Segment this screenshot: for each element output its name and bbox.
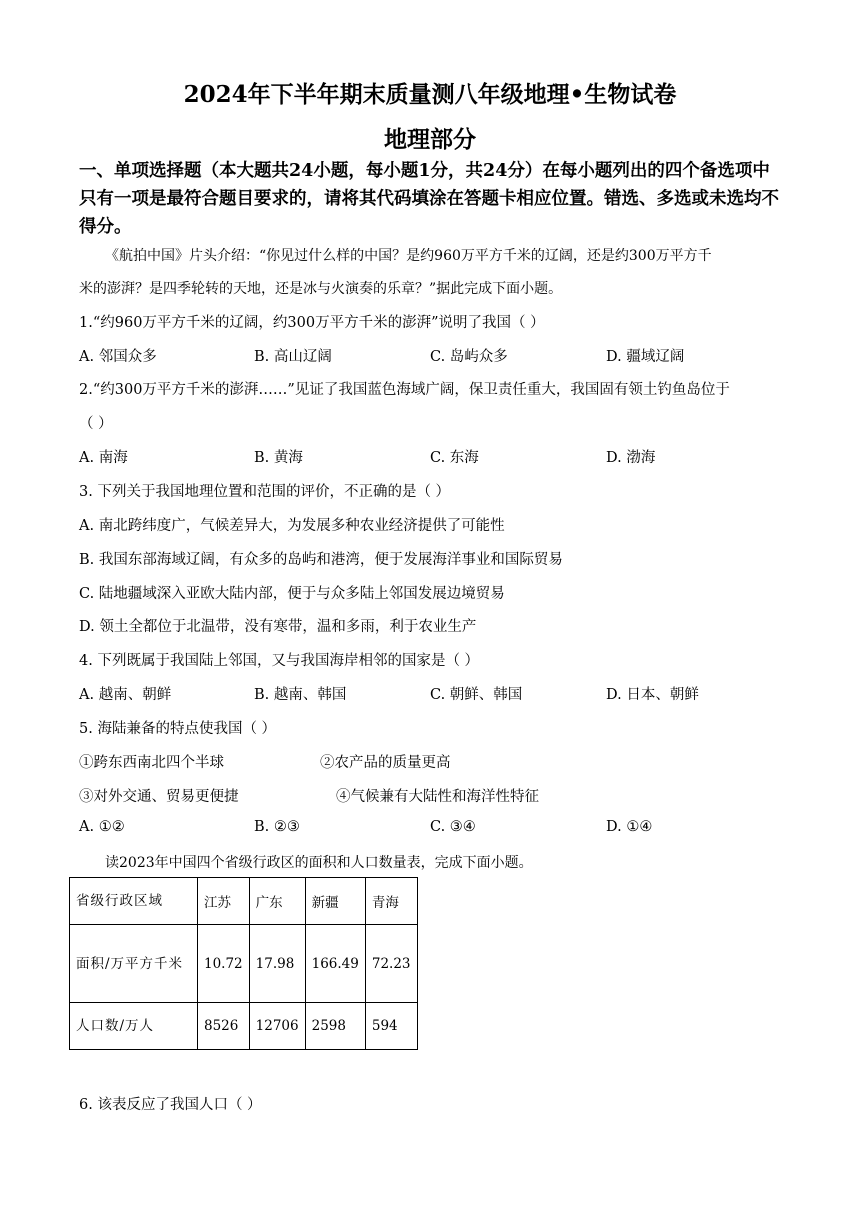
option-b: B. 黄海: [254, 450, 303, 466]
intro-text: 读2023年中国四个省级行政区的面积和人口数量表，完成下面小题。: [105, 855, 533, 871]
question-stem: 4. 下列既属于我国陆上邻国，又与我国海岸相邻的国家是（ ）: [79, 653, 480, 669]
statement-item: ②农产品的质量更高: [320, 755, 451, 771]
option-d: D. ①④: [606, 819, 653, 835]
statement-item: ③对外交通、贸易更便捷: [79, 789, 239, 805]
table-row-label: 面积/万平方千米: [70, 925, 198, 1003]
option-b: B. 高山辽阔: [254, 349, 332, 365]
option-c: C. 岛屿众多: [430, 349, 508, 365]
intro-text: 《航拍中国》片头介绍：“你见过什么样的中国？是约960万平方千米的辽阔，还是约300万平方千: [105, 248, 712, 264]
option-a: A. 南北跨纬度广，气候差异大，为发展多种农业经济提供了可能性: [79, 518, 505, 534]
table-cell: 2598: [305, 1003, 365, 1050]
table-cell: 166.49: [305, 925, 365, 1003]
option-a: A. 越南、朝鲜: [79, 687, 172, 703]
option-a: A. 南海: [79, 450, 128, 466]
statement-item: ①跨东西南北四个半球: [79, 755, 224, 771]
section-instruction-line: 得分。: [79, 217, 132, 237]
option-d: D. 领土全都位于北温带，没有寒带，温和多雨，利于农业生产: [79, 619, 477, 635]
section-instruction-line: 一、单项选择题（本大题共24小题，每小题1分，共24分）在每小题列出的四个备选项中: [79, 161, 770, 181]
option-c: C. 朝鲜、韩国: [430, 687, 523, 703]
page-subtitle: 地理部分: [384, 126, 476, 153]
table-row: [70, 1003, 418, 1050]
table-cell: 594: [365, 1003, 417, 1050]
intro-text: 米的澎湃？是四季轮转的天地，还是冰与火演奏的乐章？”据此完成下面小题。: [79, 281, 563, 297]
table-row: [70, 925, 418, 1003]
option-b: B. ②③: [254, 819, 300, 835]
option-c: C. ③④: [430, 819, 476, 835]
table-cell: 72.23: [365, 925, 417, 1003]
table-cell: 12706: [249, 1003, 305, 1050]
option-d: D. 疆域辽阔: [606, 349, 685, 365]
table-header-cell: 省级行政区域: [70, 878, 198, 925]
page-title: 2024年下半年期末质量测八年级地理•生物试卷: [183, 81, 677, 108]
table-cell: 8526: [198, 1003, 250, 1050]
table-header-cell: 江苏: [198, 878, 250, 925]
option-b: B. 我国东部海域辽阔，有众多的岛屿和港湾，便于发展海洋事业和国际贸易: [79, 552, 563, 568]
option-b: B. 越南、韩国: [254, 687, 347, 703]
question-stem: 1.“约960万平方千米的辽阔，约300万平方千米的澎湃”说明了我国（ ）: [79, 315, 545, 331]
option-d: D. 日本、朝鲜: [606, 687, 699, 703]
question-stem: 2.“约300万平方千米的澎湃……”见证了我国蓝色海域广阔，保卫责任重大，我国固有领土钓鱼岛位于: [79, 382, 730, 398]
option-c: C. 陆地疆域深入亚欧大陆内部，便于与众多陆上邻国发展边境贸易: [79, 586, 505, 602]
question-stem: 3. 下列关于我国地理位置和范围的评价，不正确的是（ ）: [79, 484, 451, 500]
table-header-row: [70, 878, 418, 925]
option-d: D. 渤海: [606, 450, 656, 466]
option-a: A. 邻国众多: [79, 349, 157, 365]
table-header-cell: 广东: [249, 878, 305, 925]
table-cell: 17.98: [249, 925, 305, 1003]
question-stem: 5. 海陆兼备的特点使我国（ ）: [79, 721, 277, 737]
table-row-label: 人口数/万人: [70, 1003, 198, 1050]
table-header-cell: 青海: [365, 878, 417, 925]
table-cell: 10.72: [198, 925, 250, 1003]
question-stem: 6. 该表反应了我国人口（ ）: [79, 1097, 262, 1113]
option-c: C. 东海: [430, 450, 479, 466]
statement-item: ④气候兼有大陆性和海洋性特征: [336, 789, 539, 805]
question-stem: （ ）: [79, 416, 113, 432]
section-instruction-line: 只有一项是最符合题目要求的，请将其代码填涂在答题卡相应位置。错选、多选或未选均不: [79, 189, 779, 209]
data-table: [69, 877, 418, 1050]
table-header-cell: 新疆: [305, 878, 365, 925]
option-a: A. ①②: [79, 819, 125, 835]
